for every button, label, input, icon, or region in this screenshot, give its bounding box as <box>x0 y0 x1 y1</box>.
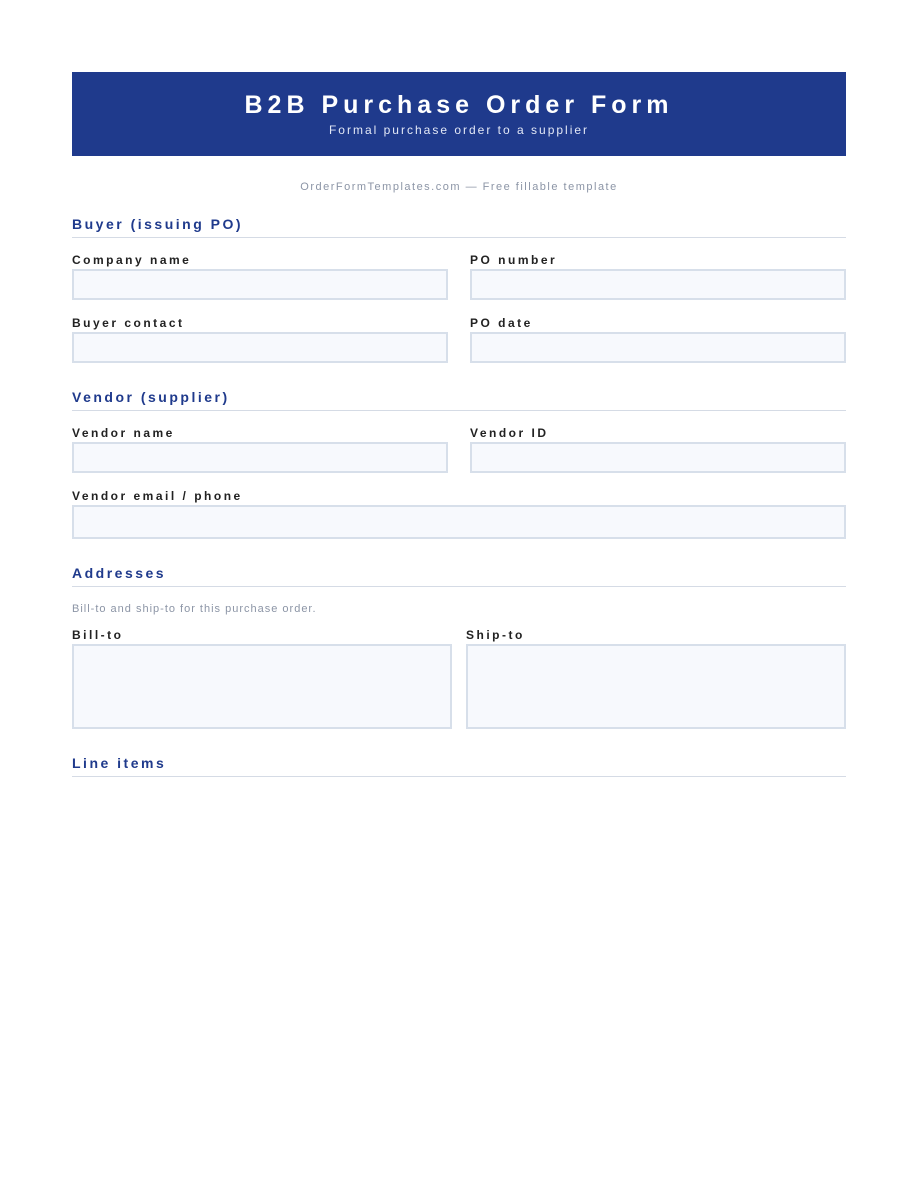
bill-to-textarea[interactable] <box>72 644 452 729</box>
po-number-field[interactable] <box>470 269 846 300</box>
vendor-row-1 <box>72 426 846 473</box>
purchase-order-form <box>72 72 846 777</box>
buyer-contact-label: Buyer contact <box>72 316 185 330</box>
buyer-row-1 <box>72 253 846 300</box>
ship-to-group <box>466 628 846 729</box>
buyer-section-title: Buyer (issuing PO) <box>72 216 846 238</box>
po-date-group <box>470 316 846 363</box>
buyer-contact-field[interactable] <box>72 332 448 363</box>
vendor-contact-group <box>72 489 846 539</box>
vendor-section <box>72 389 846 539</box>
company-name-group <box>72 253 448 300</box>
vendor-contact-label: Vendor email / phone <box>72 489 243 503</box>
addresses-section-title: Addresses <box>72 565 846 587</box>
form-title: B2B Purchase Order Form <box>244 91 674 119</box>
line-items-section-title: Line items <box>72 755 846 777</box>
ship-to-textarea[interactable] <box>466 644 846 729</box>
company-name-label: Company name <box>72 253 192 267</box>
vendor-name-field[interactable] <box>72 442 448 473</box>
vendor-id-label: Vendor ID <box>470 426 549 440</box>
bill-to-label: Bill-to <box>72 628 124 642</box>
buyer-contact-group <box>72 316 448 363</box>
addresses-section <box>72 565 846 729</box>
line-items-section <box>72 755 846 777</box>
vendor-id-group <box>470 426 846 473</box>
po-number-label: PO number <box>470 253 558 267</box>
vendor-name-group <box>72 426 448 473</box>
po-date-field[interactable] <box>470 332 846 363</box>
addresses-row <box>72 628 846 729</box>
vendor-id-field[interactable] <box>470 442 846 473</box>
form-header <box>72 72 846 156</box>
source-line: OrderFormTemplates.com — Free fillable template <box>300 181 618 193</box>
vendor-name-label: Vendor name <box>72 426 175 440</box>
bill-to-group <box>72 628 452 729</box>
vendor-section-title: Vendor (supplier) <box>72 389 846 411</box>
buyer-section <box>72 216 846 363</box>
form-subtitle: Formal purchase order to a supplier <box>328 123 590 137</box>
po-date-label: PO date <box>470 316 533 330</box>
buyer-row-2 <box>72 316 846 363</box>
po-number-group <box>470 253 846 300</box>
company-name-field[interactable] <box>72 269 448 300</box>
ship-to-label: Ship-to <box>466 628 525 642</box>
addresses-note: Bill-to and ship-to for this purchase order. <box>72 603 317 615</box>
vendor-contact-field[interactable] <box>72 505 846 539</box>
